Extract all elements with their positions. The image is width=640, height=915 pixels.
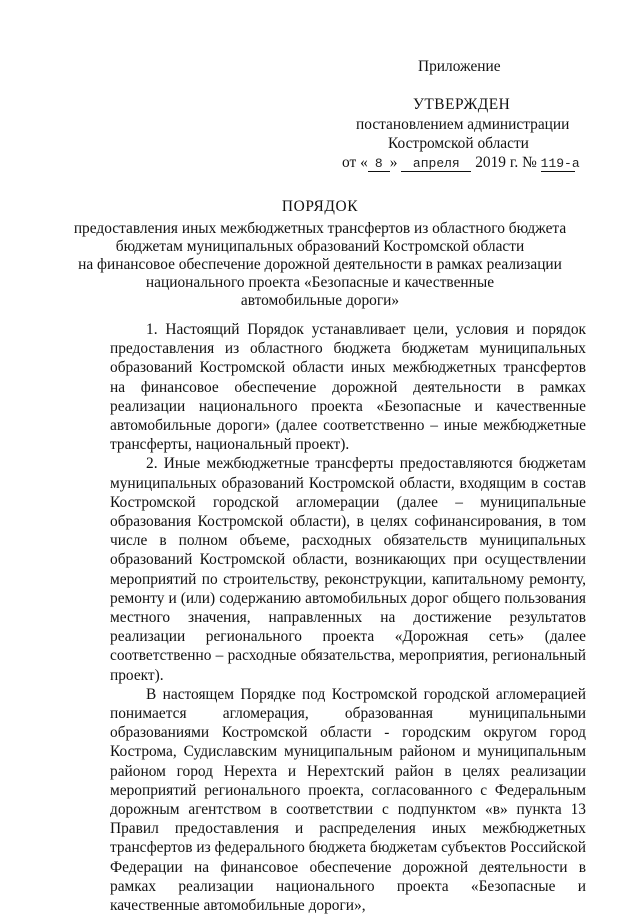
decree-date-line: [342, 154, 580, 172]
date-prefix: от «: [342, 154, 368, 171]
decree-label: постановлением администрации: [356, 116, 570, 133]
paragraph: 2. Иные межбюджетные трансферты предоставляются бюджетам муниципальных образований Костромской области, входящим в состав Костромской городской агломерации (далее – муниципальные образования Костромской области), в целях софинансирования, в том числе в полном объеме, расходных обязательств муниципальных образований Костромской области, возникающих при осуществлении мероприятий по строительству, реконструкции, капитальному ремонту, ремонту и (или) содержанию автомобильных дорог общего пользования местного значения, направленных на достижение результатов реализации регионального проекта «Дорожная сеть» (далее соответственно – расходные обязательства, мероприятия, региональный проект).: [110, 455, 586, 684]
document-body: [110, 320, 586, 915]
date-mid: »: [389, 154, 398, 171]
approved-label: УТВЕРЖДЕН: [413, 96, 511, 113]
paragraph: В настоящем Порядке под Костромской городской агломерацией понимается агломерация, образованная муниципальными образованиями Костромской области - городским округом город Кострома, Судиславским муниципальным районом и муниципальным районом город Нерехта и Нерехтский район в целях реализации мероприятий регионального проекта, согласованного с Федеральным дорожным агентством в соответствии с подпунктом «в» пункта 13 Правил предоставления и распределения иных межбюджетных трансфертов из федерального бюджета бюджетам субъектов Российской Федерации на финансовое обеспечение дорожной деятельности в рамках реализации национального проекта «Безопасные и качественные автомобильные дороги»,: [110, 685, 586, 915]
paragraph: 1. Настоящий Порядок устанавливает цели, условия и порядок предоставления из областного бюджета бюджетам муниципальных образований Костромской области иных межбюджетных трансфертов на финансовое обеспечение дорожной деятельности в рамках реализации национального проекта «Безопасные и качественные автомобильные дороги» (далее соответственно – иные межбюджетные трансферты, национальный проект).: [110, 321, 586, 454]
subtitle-line: автомобильные дороги»: [240, 292, 400, 309]
subtitle-line: на финансовое обеспечение дорожной деятельности в рамках реализации: [78, 256, 562, 273]
region-label: Костромской области: [388, 135, 529, 152]
subtitle-line: бюджетам муниципальных образований Костромской области: [115, 238, 525, 255]
subtitle-line: предоставления иных межбюджетных трансфертов из областного бюджета: [73, 220, 567, 237]
appendix-label: Приложение: [418, 58, 501, 75]
decree-number: 119-а: [540, 156, 580, 171]
decree-month: апреля: [401, 157, 471, 172]
subtitle-line: национального проекта «Безопасные и качественные: [145, 274, 495, 291]
decree-year: 2019 г. №: [475, 154, 537, 171]
decree-day: 8: [368, 157, 390, 172]
document-title: ПОРЯДОК: [281, 198, 359, 215]
